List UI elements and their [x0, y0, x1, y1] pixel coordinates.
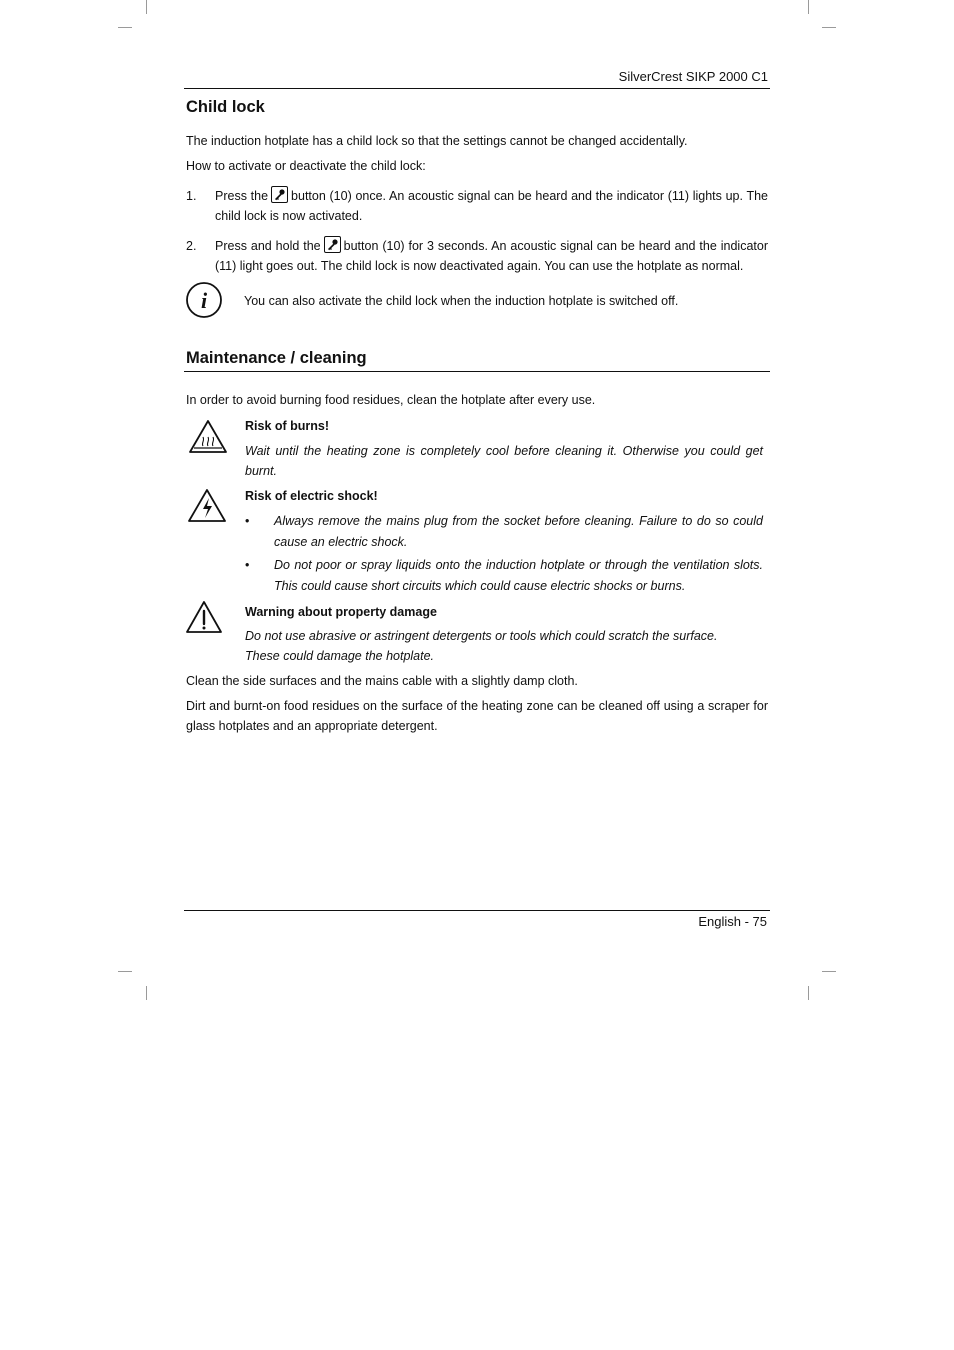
crop-mark — [822, 27, 836, 28]
step-text — [215, 236, 768, 276]
burns-title: Risk of burns! — [245, 419, 330, 433]
header-rule — [184, 88, 770, 89]
step-text-before: Press the — [215, 189, 269, 203]
crop-mark — [146, 0, 147, 14]
general-warning-icon — [185, 600, 223, 634]
property-title: Warning about property damage — [245, 605, 437, 619]
svg-text:i: i — [200, 288, 208, 313]
footer-rule — [184, 910, 770, 911]
bullet-dot: • — [245, 558, 250, 572]
child-lock-heading: Child lock — [186, 98, 265, 116]
side-surfaces-text: Clean the side surfaces and the mains cable with a slightly damp cloth. — [186, 674, 578, 688]
crop-mark — [118, 27, 132, 28]
info-icon — [185, 281, 223, 319]
crop-mark — [146, 986, 147, 1000]
step-number: 1. — [186, 189, 197, 203]
key-icon — [324, 236, 341, 253]
child-lock-note: You can also activate the child lock when the induction hotplate is switched off. — [244, 294, 679, 308]
page-number: English - 75 — [698, 914, 767, 929]
child-lock-how-to: How to activate or deactivate the child lock: — [186, 159, 426, 173]
shock-title: Risk of electric shock! — [245, 489, 378, 503]
shock-bullet-text: Do not poor or spray liquids onto the induction hotplate or through the ventilation slots. This could cause short circuits which could cause electric shocks or burns. — [274, 558, 763, 593]
step-text — [215, 186, 768, 226]
step-text-after: button (10) for 3 seconds. An acoustic signal can be heard and the indicator (11) light goes out. The child lock is now deactivated again. You can use the hotplate as normal. — [215, 239, 768, 273]
bullet-dot: • — [245, 514, 250, 528]
crop-mark — [118, 971, 132, 972]
shock-bullet-text: Always remove the mains plug from the socket before cleaning. Failure to do so could cause an electric shock. — [274, 514, 763, 549]
crop-mark — [808, 0, 809, 14]
step-number: 2. — [186, 239, 197, 253]
header-product: SilverCrest SIKP 2000 C1 — [618, 69, 768, 84]
property-text: Do not use abrasive or astringent detergents or tools which could scratch the surface. These could damage the hotplate. — [245, 629, 718, 663]
step-text-after: button (10) once. An acoustic signal can be heard and the indicator (11) lights up. The child lock is now activated. — [215, 189, 768, 223]
child-lock-intro: The induction hotplate has a child lock so that the settings cannot be changed accidentally. — [186, 134, 688, 148]
burns-text: Wait until the heating zone is completely cool before cleaning it. Otherwise you could get burnt. — [245, 444, 763, 478]
dirt-text: Dirt and burnt-on food residues on the surface of the heating zone can be cleaned off using a scraper for glass hotplates and an appropriate detergent. — [186, 699, 768, 733]
step-text-before: Press and hold the — [215, 239, 321, 253]
maintenance-heading: Maintenance / cleaning — [186, 349, 367, 367]
hot-surface-warning-icon — [188, 419, 228, 454]
electric-shock-warning-icon — [187, 488, 227, 523]
crop-mark — [822, 971, 836, 972]
crop-mark — [808, 986, 809, 1000]
maintenance-intro: In order to avoid burning food residues, clean the hotplate after every use. — [186, 393, 596, 407]
maintenance-rule — [184, 371, 770, 372]
key-icon — [271, 186, 288, 203]
